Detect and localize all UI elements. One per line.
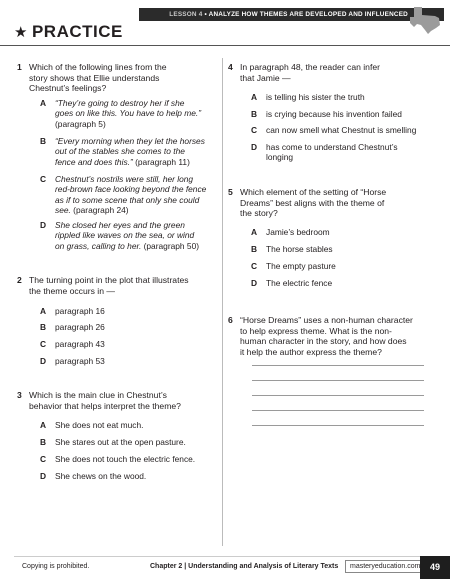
option-text-line: [55, 146, 185, 156]
option-letter: A: [40, 420, 47, 430]
option-citation: (paragraph 24): [70, 205, 129, 216]
question-stem-line: behavior that helps interpret the theme?: [29, 400, 181, 411]
question-stem-line: Which element of the setting of “Horse: [240, 187, 387, 197]
option-letter: D: [40, 220, 47, 230]
option-letter: A: [40, 306, 47, 316]
question-stem-line: The turning point in the plot that illustrates: [29, 275, 189, 285]
option-text-line: [55, 220, 185, 230]
question-stem-line: human character in the story, and how does: [240, 336, 407, 347]
option-citation: (paragraph 11): [132, 156, 190, 167]
option-text-line: paragraph 16: [55, 306, 105, 316]
page-number: 49: [420, 556, 450, 579]
answer-writing-line[interactable]: [252, 380, 424, 381]
option-text-line: [55, 184, 206, 194]
question-number: 4: [228, 62, 233, 72]
option-letter: C: [40, 454, 47, 464]
option-text-line: She does not eat much.: [55, 420, 144, 430]
option-letter: A: [251, 92, 258, 102]
answer-writing-line[interactable]: [252, 365, 424, 366]
option-text-line: paragraph 53: [55, 356, 105, 366]
question-number: 6: [228, 315, 233, 325]
option-quote-text: red-brown face looking beyond the fence: [55, 184, 207, 195]
option-letter: D: [40, 471, 47, 481]
option-text-line: [55, 230, 194, 240]
option-letter: B: [40, 322, 47, 332]
question-stem-line: In paragraph 48, the reader can infer: [240, 62, 380, 72]
option-letter: C: [40, 339, 47, 349]
header: [0, 0, 450, 48]
option-letter: A: [40, 98, 47, 108]
copyright-notice: Copying is prohibited.: [22, 563, 90, 570]
option-quote-text: on grass, calling to her.: [55, 240, 142, 251]
option-text-line: longing: [266, 152, 294, 163]
lesson-number: LESSON 4: [169, 11, 203, 18]
question-stem-line: the theme occurs in —: [29, 285, 115, 296]
texas-map-icon: [408, 5, 442, 35]
answer-writing-line[interactable]: [252, 410, 424, 411]
question-number: 5: [228, 187, 233, 197]
option-text-line: [55, 174, 193, 184]
star-icon: ★: [14, 24, 28, 41]
answer-writing-line[interactable]: [252, 425, 424, 426]
option-text-line: [55, 205, 129, 215]
title-divider: [0, 45, 450, 46]
option-text-line: She stares out at the open pasture.: [55, 437, 186, 447]
option-letter: A: [251, 227, 258, 237]
option-letter: D: [40, 356, 47, 366]
option-text-line: She does not touch the electric fence.: [55, 454, 196, 464]
option-letter: D: [251, 278, 258, 288]
question-stem-line: Which of the following lines from the: [29, 62, 167, 72]
option-text-line: can now smell what Chestnut is smelling: [266, 125, 417, 135]
question-stem-line: it help the author express the theme?: [240, 346, 382, 357]
question-stem-line: Dreams” best aligns with the theme of: [240, 197, 385, 208]
option-text-line: [55, 136, 205, 146]
option-letter: C: [40, 174, 47, 184]
option-quote-text: goes on like this. You have to help me.”: [55, 108, 202, 119]
option-text-line: [55, 195, 199, 205]
option-quote-text: Chestnut’s nostrils were still, her long: [55, 174, 194, 184]
question-number: 2: [17, 275, 22, 285]
option-text-line: paragraph 43: [55, 339, 105, 349]
question-stem-line: Which is the main clue in Chestnut’s: [29, 390, 167, 400]
option-quote-text: see.: [55, 205, 71, 216]
option-quote-text: “They’re going to destroy her if she: [55, 98, 185, 108]
option-text-line: The empty pasture: [266, 261, 336, 271]
option-quote-text: as if to some scene that only she could: [55, 194, 200, 205]
page-title-text: PRACTICE: [31, 22, 123, 41]
question-number: 1: [17, 62, 22, 72]
option-text-line: has come to understand Chestnut’s: [266, 142, 398, 152]
option-letter: B: [251, 109, 258, 119]
answer-writing-line[interactable]: [252, 395, 424, 396]
question-stem-line: Chestnut’s feelings?: [29, 83, 107, 94]
option-text-line: [55, 119, 106, 129]
option-text-line: is crying because his invention failed: [266, 109, 402, 119]
lesson-banner: LESSON 4 • ANALYZE HOW THEMES ARE DEVELOPED AND INFLUENCED: [139, 8, 444, 21]
option-text-line: The horse stables: [266, 244, 333, 254]
question-stem-line: the story?: [240, 208, 278, 219]
chapter-title: Chapter 2 | Understanding and Analysis of Literary Texts: [150, 563, 339, 570]
option-text-line: Jamie’s bedroom: [266, 227, 330, 237]
option-text-line: [55, 98, 184, 108]
website-link[interactable]: masteryeducation.com: [345, 560, 425, 573]
option-text-line: [55, 157, 190, 167]
option-text-line: [55, 241, 199, 251]
option-quote-text: She closed her eyes and the green: [55, 220, 185, 230]
question-stem-line: that Jamie —: [240, 72, 291, 83]
option-quote-text: “Every morning when they let the horses: [55, 136, 205, 146]
option-text-line: The electric fence: [266, 278, 333, 288]
option-letter: C: [251, 261, 258, 271]
option-citation: (paragraph 50): [141, 240, 200, 251]
option-letter: C: [251, 125, 258, 135]
option-text-line: [55, 108, 201, 118]
page-title: [14, 22, 123, 42]
option-letter: D: [251, 142, 258, 152]
question-stem-line: story shows that Ellie understands: [29, 72, 160, 83]
option-citation: (paragraph 5): [55, 118, 106, 129]
lesson-title: ANALYZE HOW THEMES ARE DEVELOPED AND INFLUENCED: [208, 11, 408, 18]
footer: [0, 556, 450, 579]
question-stem-line: “Horse Dreams” uses a non-human character: [240, 315, 413, 325]
option-text-line: paragraph 26: [55, 322, 105, 332]
option-text-line: She chews on the wood.: [55, 471, 147, 481]
column-divider: [222, 58, 223, 546]
option-quote-text: rippled like waves on the sea, or wind: [55, 230, 195, 241]
question-number: 3: [17, 390, 22, 400]
option-letter: B: [40, 437, 47, 447]
option-text-line: is telling his sister the truth: [266, 92, 365, 102]
option-quote-text: out of the stables she comes to the: [55, 146, 185, 157]
option-letter: B: [40, 136, 47, 146]
question-stem-line: to help express theme. What is the non-: [240, 325, 392, 336]
option-letter: B: [251, 244, 258, 254]
option-quote-text: fence and does this.”: [55, 156, 133, 167]
